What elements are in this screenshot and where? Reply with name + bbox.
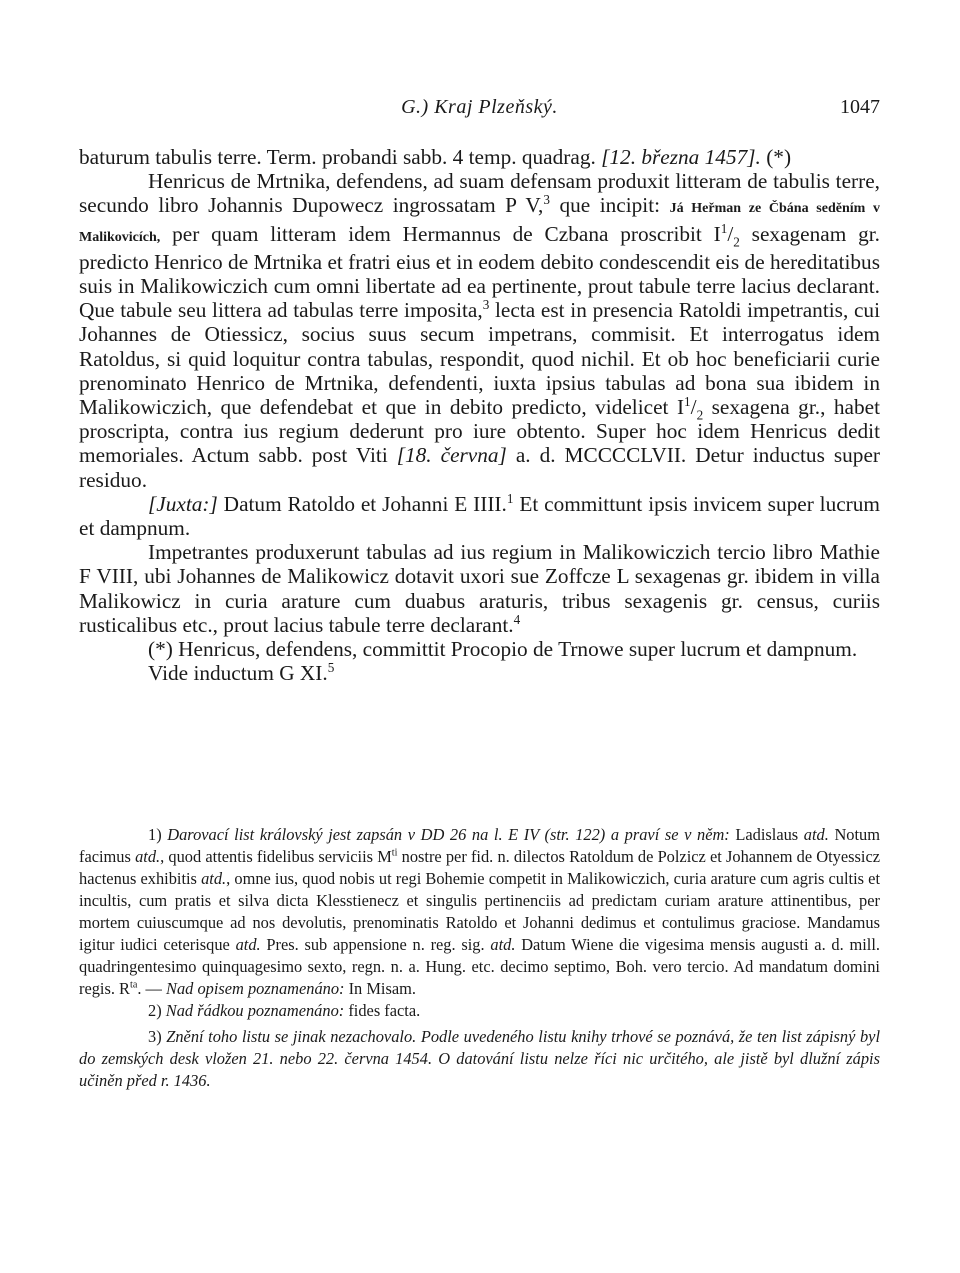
footnote-ref: 1 [506, 490, 514, 506]
footnote-number: 1) [148, 825, 162, 844]
footnote-number: 3) [148, 1027, 162, 1046]
footnotes [79, 824, 880, 1096]
footnote-ref: 4 [513, 611, 521, 627]
juxta-note: [Juxta:] [148, 491, 218, 516]
footnote-number: 2) [148, 1001, 162, 1020]
footnote-3: 3) Znění toho listu se jinak nezachovalo. Podle uvedeného listu knihy trhové se poznává, že ten list zápisný byl do zemských desk vložen 21. nebo 22. června 1454. O datování listu nelze říci nic určitého, ale jistě byl dlužní zápis učiněn před r. 1436. [79, 1027, 880, 1090]
paragraph-3: [Juxta:] Datum Ratoldo et Johanni E IIII.$^1$ Et committunt ipsis invicem super lucrum et dampnum. [79, 490, 880, 541]
footnote-1: 1) Darovací list královský jest zapsán v DD 26 na l. E IV (str. 122) a praví se v něm: Ladislaus atd. Notum facimus atd., quod attentis fidelibus serviciis $M^{ti}$ nostre per fid. n. dilectos Ratoldum de Polzicz et Johannem de Otyessicz hactenus exhibitis atd., omne ius, quod nobis ut regi Bohemie competit in Malikowiczich, curia arature cum agris cultis et incultis, cum pratis et silva dicta Klesstienecz et singulis pertinenciis ad predictam curiam arature attinentibus, per mortem cuiuscumque ad nos devolutis, prenominatis Ratoldo et Johanni dedimus et contulimus graciose. Mandamus igitur iudici ceterisque atd. Pres. sub appensione n. reg. sig. atd. Datum Wiene die vigesima mensis augusti a. d. mill. quadringentesimo quinquagesimo sexto, regn. n. a. Hung. etc. decimo septimo, Boh. vero tercio. Ad mandatum domini regis. $R^{ta}$. — Nad opisem poznamenáno: In Misam. [79, 825, 881, 998]
paragraph-5: (*) Henricus, defendens, committit Procopio de Trnowe super lucrum et dampnum. [148, 637, 858, 662]
footnote-ref: 3 [482, 297, 490, 313]
czech-quote: Já Heřman ze Čbána seděním v Malikovicích, [79, 201, 880, 245]
footnote-2: 2) Nad řádkou poznamenáno: fides facta. [148, 1001, 421, 1020]
paragraph-1: baturum tabulis terre. Term. probandi sabb. 4 temp. quadrag. [12. března 1457]. (*) [79, 145, 792, 169]
paragraph-2: Henricus de Mrtnika, defendens, ad suam defensam produxit litteram de tabulis terre, secundo libro Johannis Dupowecz ingrossatam P V,$^3$ que incipit: Já Heřman ze Čbána seděním v Malikovicích, per quam litteram idem Hermannus de Czbana proscribit $I^1/_2$ sexagenam gr. predicto Henrico de Mrtnika et fratri eius et in eodem debito condescendit eis de hereditatibus suis in Malikowiczich cum omni libertate ad ea pertinente, prout tabule terre lacius declarant. Que tabule seu littera ad tabulas terre imposita,$^3$ lecta est in presencia Ratoldi impetrantis, cui Johannes de Otiessicz, socius suus secum impetrans, commisit. Et interrogatus idem Ratoldus, si quid loquitur contra tabulas, respondit, quod nichil. Et ob hoc beneficiarii curie prenominato Henrico de Mrtnika, defendenti, iuxta ipsius tabulas ad bona sua ibidem in Malikowiczich, que defendebat et que in debito predicto, videlicet $I^1/_2$ sexagena gr., habet proscripta, contra ius regium dederunt pro iure obtento. Super hoc idem Henricus dedit memoriales. Actum sabb. post Viti [18. června] a. d. MCCCCLVII. Detur inductus super residuo. [79, 169, 880, 492]
date-note: [18. června] [396, 443, 507, 468]
paragraph-6: Vide inductum G XI.$^5$ [148, 660, 335, 686]
date-note: [12. března 1457]. [601, 145, 761, 169]
footnote-ref: 5 [327, 660, 335, 676]
header-title: G.) Kraj Plzeňský. [401, 96, 558, 118]
asterisk-mark: (*) [766, 145, 792, 169]
page-number: 1047 [840, 96, 880, 118]
footnote-ref: 3 [543, 192, 550, 208]
running-header [79, 92, 880, 128]
paragraph-4: Impetrantes produxerunt tabulas ad ius regium in Malikowiczich tercio libro Mathie F VIII, ubi Johannes de Malikowicz dotavit uxori sue Zoffcze L sexagenas gr. ibidem in villa Malikowicz in curia arature cum duabus araturis, tribus sexagenis gr. census, curiis rusticalibus etc., prout lacius tabule terre declarant.$^4$ [79, 540, 880, 637]
main-text [79, 145, 880, 685]
